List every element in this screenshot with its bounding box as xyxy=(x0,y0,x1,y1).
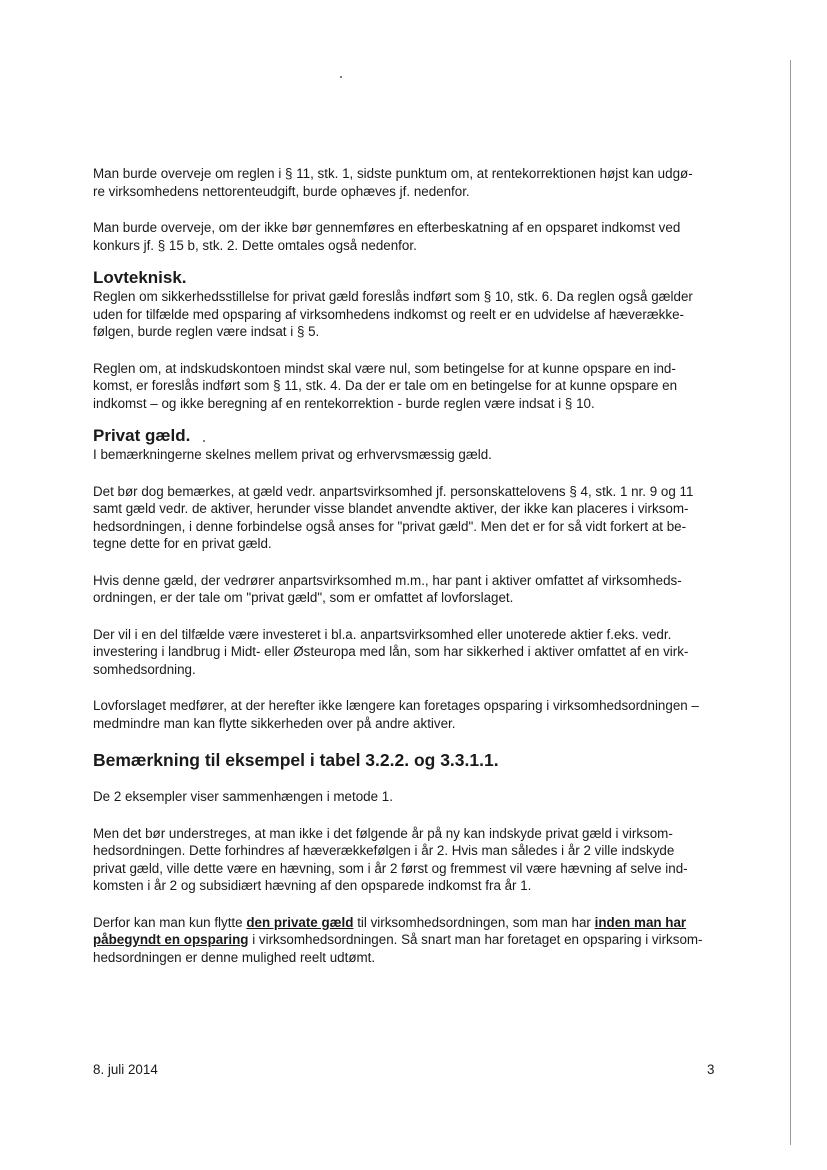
section-heading: Bemærkning til eksempel i tabel 3.2.2. og 3.3.1.1. xyxy=(93,750,499,770)
paragraph: De 2 eksempler viser sammenhængen i metode 1. xyxy=(93,789,393,804)
paragraph: Der vil i en del tilfælde være investeret i bl.a. anpartsvirksomhed eller unoterede aktier f.eks. vedr. investering i landbrug i Midt- eller Østeuropa med lån, som har sikkerhed i aktiver omfattet af en virk- somhedsordning. xyxy=(93,626,689,677)
emphasis-underline: den private gæld xyxy=(246,914,354,930)
emphasis-underline: inden man har xyxy=(594,914,687,930)
page-number: 3 xyxy=(707,1062,715,1077)
paragraph: Reglen om sikkerhedsstillelse for privat gæld foreslås indført som § 10, stk. 6. Da reglen også gælder uden for tilfælde med opsparing af virksomhedens indkomst og reelt er en udvidelse af hæverække- følgen, burde reglen være indsat i § 5. xyxy=(93,289,693,339)
emphasis-underline: påbegyndt en opsparing xyxy=(93,932,249,947)
paragraph: Hvis denne gæld, der vedrører anpartsvirksomhed m.m., har pant i aktiver omfattet af virksomheds- ordningen, er der tale om "privat gæld", som er omfattet af lovforslaget. xyxy=(93,572,682,605)
paragraph: Man burde overveje om reglen i § 11, stk. 1, sidste punktum om, at rentekorrektionen højst kan udgø- re virksomhedens nettorenteudgift, burde ophæves jf. nedenfor. xyxy=(93,166,693,199)
paragraph: I bemærkningerne skelnes mellem privat og erhvervsmæssig gæld. xyxy=(93,447,492,462)
footer-date: 8. juli 2014 xyxy=(93,1062,158,1077)
paragraph: Men det bør understreges, at man ikke i det følgende år på ny kan indskyde privat gæld i virksom- hedsordningen. Dette forhindres af hæverækkefølgen i år 2. Hvis man således i år 2 ville indskyde privat gæld, ville dette være en hævning, som i år 2 først og fremmest vil være hævning af selve ind- komsten i år 2 og subsidiært hævning af den opsparede indkomst fra år 1. xyxy=(93,825,688,893)
paragraph: Derfor kan man kun flytte den private gæld til virksomhedsordningen, som man har inden man har påbegyndt en opsparing i virksomhedsordningen. Så snart man har foretaget en opsparing i virksom- hedsordningen er denne mulighed reelt udtømt. xyxy=(93,914,703,965)
page-edge-line xyxy=(790,60,791,1145)
document-body xyxy=(93,165,733,966)
scan-speck xyxy=(340,76,342,78)
section-heading: Privat gæld. xyxy=(93,426,191,445)
paragraph: Det bør dog bemærkes, at gæld vedr. anpartsvirksomhed jf. personskattelovens § 4, stk. 1 nr. 9 og 11 samt gæld vedr. de aktiver, herunder visse blandet anvendte aktiver, der ikke kan placeres i virksom- hedsordningen, i denne forbindelse også anses for "privat gæld". Men det er for så vidt forkert at be- tegne dette for en privat gæld. xyxy=(93,483,694,551)
paragraph: Man burde overveje, om der ikke bør gennemføres en efterbeskatning af en opsparet indkomst ved konkurs jf. § 15 b, stk. 2. Dette omtales også nedenfor. xyxy=(93,220,681,253)
paragraph: Lovforslaget medfører, at der herefter ikke længere kan foretages opsparing i virksomhedsordningen – medmindre man kan flytte sikkerheden over på andre aktiver. xyxy=(93,698,699,731)
paragraph: Reglen om, at indskudskontoen mindst skal være nul, som betingelse for at kunne opspare en ind- komst, er foreslås indført som § 11, stk. 4. Da der er tale om en betingelse for at kunne opspare en indkomst – og ikke beregning af en rentekorrektion - burde reglen være indsat i § 10. xyxy=(93,360,678,411)
section-heading: Lovteknisk. xyxy=(93,268,187,287)
